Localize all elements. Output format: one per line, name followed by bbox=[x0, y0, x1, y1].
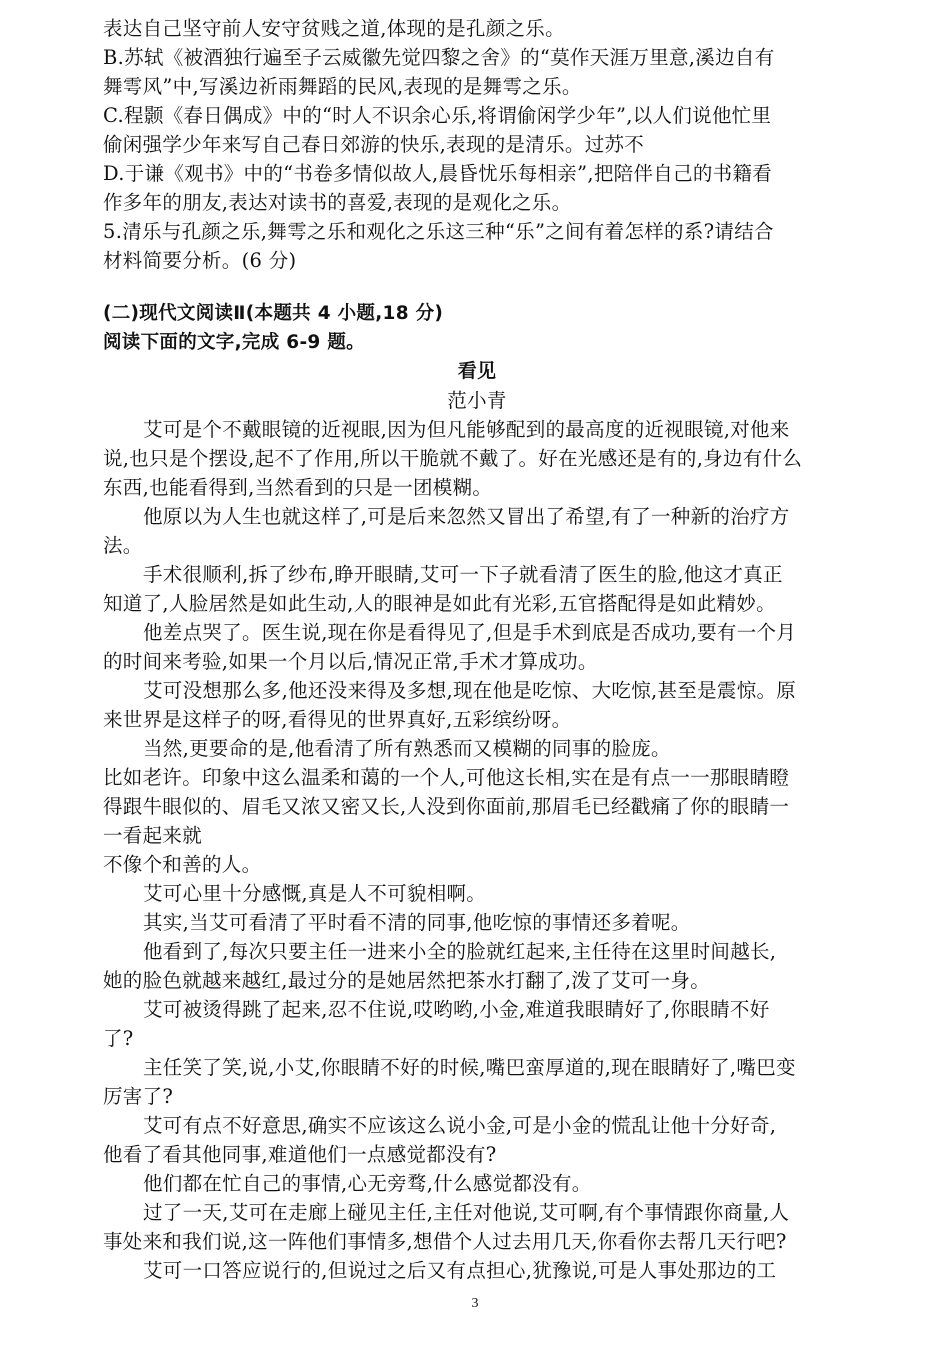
story-line: 过了一天,艾可在走廊上碰见主任,主任对他说,艾可啊,有个事情跟你商量,人 bbox=[143, 1201, 790, 1224]
story-title: 看见 bbox=[457, 360, 497, 382]
story-line: 艾可没想那么多,他还没来得及多想,现在他是吃惊、大吃惊,甚至是震惊。原 bbox=[143, 679, 797, 702]
question-5-line: 材料简要分析。(6 分) bbox=[103, 249, 297, 272]
story-line: 艾可一口答应说行的,但说过之后又有点担心,犹豫说,可是人事处那边的工 bbox=[143, 1259, 777, 1282]
story-line: 东西,也能看得到,当然看到的只是一团模糊。 bbox=[103, 476, 493, 499]
story-line: 的时间来考验,如果一个月以后,情况正常,手术才算成功。 bbox=[103, 650, 598, 673]
section-gap bbox=[103, 275, 851, 299]
option-c-line: 偷闲强学少年来写自己春日郊游的快乐,表现的是清乐。过苏不 bbox=[103, 133, 645, 156]
story-line: 当然,更要命的是,他看清了所有熟悉而又模糊的同事的脸庞。 bbox=[143, 737, 671, 760]
option-b-line: B.苏轼《被酒独行遍至子云威徽先觉四黎之舍》的“莫作天涯万里意,溪边自有 bbox=[103, 46, 775, 69]
story-line: 艾可心里十分感慨,真是人不可貌相啊。 bbox=[143, 882, 487, 905]
story-line: 他差点哭了。医生说,现在你是看得见了,但是手术到底是否成功,要有一个月 bbox=[143, 621, 797, 644]
question-options-block bbox=[103, 14, 851, 275]
option-b-line: 舞雩风”中,写溪边祈雨舞蹈的民风,表现的是舞雩之乐。 bbox=[103, 75, 582, 98]
option-c-line: C.程颢《春日偶成》中的“时人不识余心乐,将谓偷闲学少年”,以人们说他忙里 bbox=[103, 104, 772, 127]
story-line: 主任笑了笑,说,小艾,你眼睛不好的时候,嘴巴蛮厚道的,现在眼睛好了,嘴巴变 bbox=[143, 1056, 796, 1079]
story-line: 他看到了,每次只要主任一进来小全的脸就红起来,主任待在这里时间越长, bbox=[143, 940, 777, 963]
story-line: 他原以为人生也就这样了,可是后来忽然又冒出了希望,有了一种新的治疗方 bbox=[143, 505, 790, 528]
story-line: 他看了看其他同事,难道他们一点感觉都没有? bbox=[103, 1143, 497, 1166]
story-line: 厉害了? bbox=[103, 1085, 174, 1108]
story-line: 了? bbox=[103, 1027, 134, 1050]
story-line: 知道了,人脸居然是如此生动,人的眼神是如此有光彩,五官搭配得是如此精妙。 bbox=[103, 592, 776, 615]
story-line: 说,也只是个摆设,起不了作用,所以干脆就不戴了。好在光感还是有的,身边有什么 bbox=[103, 447, 803, 470]
section-heading: (二)现代文阅读Ⅱ(本题共 4 小题,18 分) bbox=[103, 303, 444, 324]
page-number: 3 bbox=[471, 1296, 479, 1311]
story-body bbox=[103, 415, 851, 1285]
document-page bbox=[103, 14, 851, 1285]
story-line: 他们都在忙自己的事情,心无旁骛,什么感觉都没有。 bbox=[143, 1172, 592, 1195]
story-line: 来世界是这样子的呀,看得见的世界真好,五彩缤纷呀。 bbox=[103, 708, 572, 731]
story-line: 一看起来就 bbox=[103, 824, 203, 847]
section-instruction: 阅读下面的文字,完成 6-9 题。 bbox=[103, 332, 365, 353]
story-line: 其实,当艾可看清了平时看不清的同事,他吃惊的事情还多着呢。 bbox=[143, 911, 691, 934]
story-line: 艾可有点不好意思,确实不应该这么说小金,可是小金的慌乱让他十分好奇, bbox=[143, 1114, 777, 1137]
option-d-line: 作多年的朋友,表达对读书的喜爱,表现的是观化之乐。 bbox=[103, 191, 572, 214]
option-d-line: D.于谦《观书》中的“书卷多情似故人,晨昏忧乐每相亲”,把陪伴自己的书籍看 bbox=[103, 162, 773, 185]
question-5-line: 5.清乐与孔颜之乐,舞雩之乐和观化之乐这三种“乐”之间有着怎样的系?请结合 bbox=[103, 220, 774, 243]
story-author: 范小青 bbox=[447, 389, 507, 412]
story-line: 艾可是个不戴眼镜的近视眼,因为但凡能够配到的最高度的近视眼镜,对他来 bbox=[143, 418, 790, 441]
story-line: 得跟牛眼似的、眉毛又浓又密又长,人没到你面前,那眉毛已经戳痛了你的眼睛一 bbox=[103, 795, 790, 818]
story-line: 不像个和善的人。 bbox=[103, 853, 262, 876]
story-line: 事处来和我们说,这一阵他们事情多,想借个人过去用几天,你看你去帮几天行吧? bbox=[103, 1230, 787, 1253]
option-text-line: 表达自己坚守前人安守贫贱之道,体现的是孔颜之乐。 bbox=[103, 17, 565, 40]
story-line: 手术很顺利,拆了纱布,睁开眼睛,艾可一下子就看清了医生的脸,他这才真正 bbox=[143, 563, 783, 586]
story-line: 艾可被烫得跳了起来,忍不住说,哎哟哟,小金,难道我眼睛好了,你眼睛不好 bbox=[143, 998, 770, 1021]
story-line: 她的脸色就越来越红,最过分的是她居然把茶水打翻了,泼了艾可一身。 bbox=[103, 969, 710, 992]
story-line: 法。 bbox=[103, 534, 143, 557]
story-line: 比如老许。印象中这么温柔和蔼的一个人,可他这长相,实在是有点一一那眼睛瞪 bbox=[103, 766, 790, 789]
